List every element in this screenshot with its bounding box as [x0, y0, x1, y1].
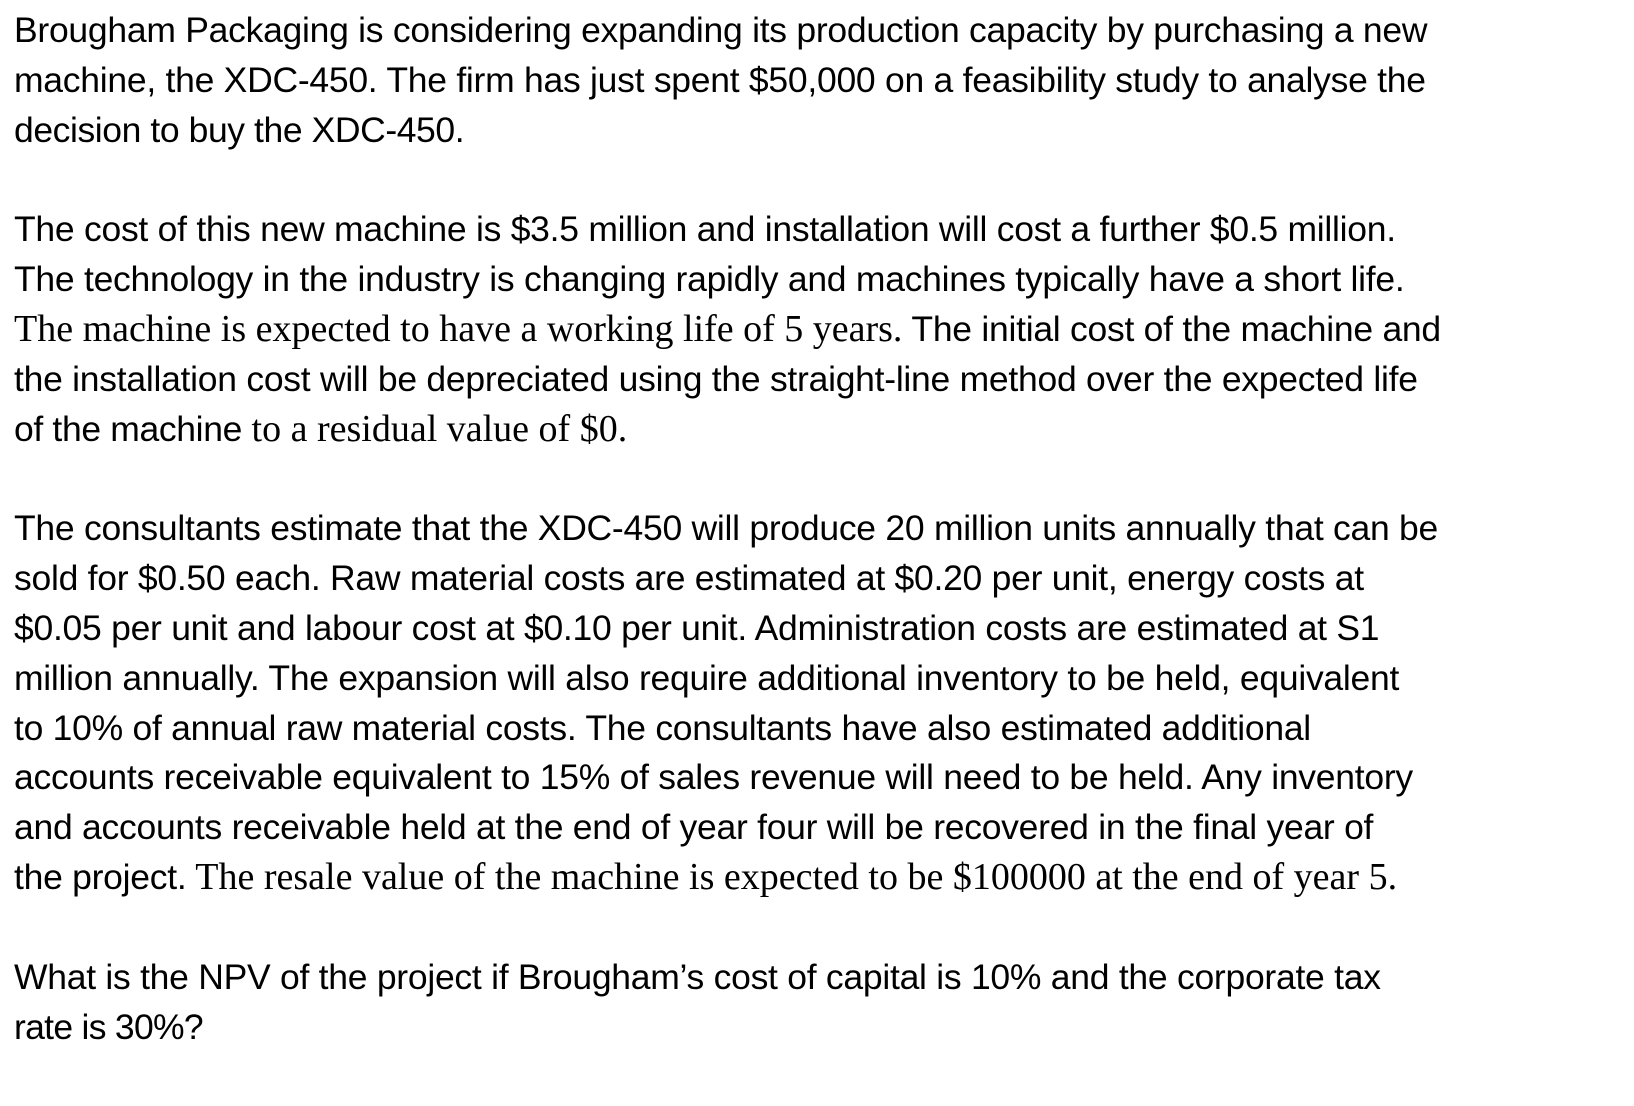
paragraph-machine-cost [14, 205, 1624, 454]
text-line-mixed [14, 305, 1624, 355]
text-line: machine, the XDC-450. The firm has just spent $50,000 on a feasibility study to analyse the [14, 59, 1426, 100]
serif-text-run: The machine is expected to have a working life of 5 years. [14, 307, 903, 350]
text-line-mixed [14, 405, 1624, 455]
text-line: $0.05 per unit and labour cost at $0.10 per unit. Administration costs are estimated at S1 [14, 607, 1380, 648]
text-line: The consultants estimate that the XDC-450 will produce 20 million units annually that can be [14, 508, 1439, 549]
text-line: accounts receivable equivalent to 15% of sales revenue will need to be held. Any inventory [14, 757, 1413, 798]
text-line-mixed [14, 853, 1624, 903]
text-line: Brougham Packaging is considering expanding its production capacity by purchasing a new [14, 10, 1428, 50]
sans-text-run: of the machine [14, 408, 252, 449]
text-line: the installation cost will be depreciated using the straight-line method over the expected life [14, 358, 1418, 399]
serif-text-run: The resale value of the machine is expected to be $100000 at the end of year 5. [186, 855, 1398, 898]
sans-text-run: The initial cost of the machine and [902, 308, 1441, 349]
text-line: and accounts receivable held at the end of year four will be recovered in the final year of [14, 807, 1374, 848]
text-line: rate is 30%? [14, 1006, 203, 1047]
problem-document [14, 6, 1624, 1102]
paragraph-project-intro [14, 6, 1624, 155]
text-line: sold for $0.50 each. Raw material costs are estimated at $0.20 per unit, energy costs at [14, 558, 1364, 599]
paragraph-consultant-estimates [14, 504, 1624, 902]
text-line: decision to buy the XDC-450. [14, 109, 465, 150]
text-line: to 10% of annual raw material costs. The consultants have also estimated additional [14, 707, 1311, 748]
serif-text-run: to a residual value of $0. [251, 407, 628, 450]
text-line: What is the NPV of the project if Brougham’s cost of capital is 10% and the corporate tax [14, 956, 1381, 997]
paragraph-question [14, 953, 1624, 1053]
text-line: The technology in the industry is changing rapidly and machines typically have a short life. [14, 259, 1405, 300]
text-line: million annually. The expansion will also require additional inventory to be held, equivalent [14, 657, 1400, 698]
text-line: The cost of this new machine is $3.5 million and installation will cost a further $0.5 million. [14, 209, 1396, 250]
sans-text-run: the project. [14, 856, 187, 897]
